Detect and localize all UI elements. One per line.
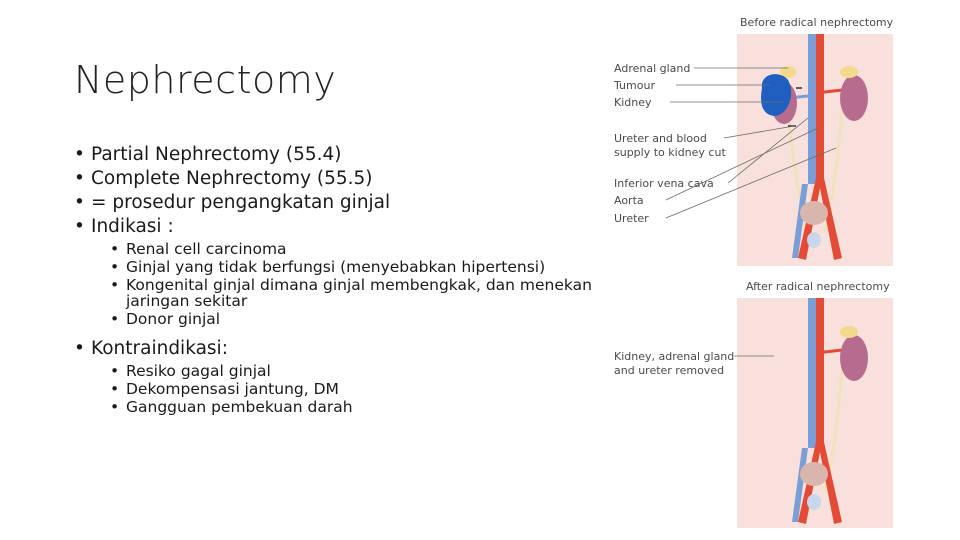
after-right-adrenal bbox=[840, 326, 858, 338]
after-vena-cava bbox=[808, 298, 816, 448]
label-inferior-vena-cava: Inferior vena cava bbox=[614, 177, 714, 190]
label-removed-line2: and ureter removed bbox=[614, 364, 725, 377]
nephrectomy-illustration bbox=[610, 8, 910, 532]
indikasi-item: • Renal cell carcinoma bbox=[110, 241, 594, 257]
kontraindikasi-item: • Resiko gagal ginjal bbox=[110, 363, 594, 379]
label-ureter-cut-line1: Ureter and blood bbox=[614, 132, 707, 145]
kontraindikasi-item: • Dekompensasi jantung, DM bbox=[110, 381, 594, 397]
after-lower-organ bbox=[807, 494, 821, 510]
indikasi-item: • Kongenital ginjal dimana ginjal membengkak, dan menekan jaringan sekitar bbox=[110, 277, 594, 309]
bullet-kontraindikasi bbox=[74, 337, 594, 415]
indikasi-item: • Donor ginjal bbox=[110, 311, 594, 327]
before-right-kidney bbox=[840, 75, 868, 121]
after-bladder bbox=[800, 462, 828, 486]
kontraindikasi-list bbox=[110, 363, 594, 415]
bullet-definition: • = prosedur pengangkatan ginjal bbox=[74, 191, 594, 215]
label-adrenal-gland: Adrenal gland bbox=[614, 62, 691, 75]
label-ureter-cut-line2: supply to kidney cut bbox=[614, 146, 726, 159]
indikasi-list bbox=[110, 241, 594, 327]
after-right-kidney bbox=[840, 335, 868, 381]
after-panel bbox=[614, 280, 893, 528]
slide-content bbox=[74, 143, 594, 417]
label-tumour: Tumour bbox=[614, 79, 655, 92]
before-vena-cava bbox=[808, 34, 816, 184]
before-right-adrenal bbox=[840, 66, 858, 78]
kontraindikasi-item: • Gangguan pembekuan darah bbox=[110, 399, 594, 415]
indikasi-heading: Indikasi : bbox=[91, 216, 174, 237]
main-bullet-list bbox=[74, 143, 594, 415]
indikasi-item: • Ginjal yang tidak berfungsi (menyebabkan hipertensi) bbox=[110, 259, 594, 275]
before-title: Before radical nephrectomy bbox=[740, 16, 894, 29]
kontraindikasi-heading: Kontraindikasi: bbox=[91, 338, 228, 359]
bullet-partial-nephrectomy: • Partial Nephrectomy (55.4) bbox=[74, 143, 594, 167]
label-kidney: Kidney bbox=[614, 96, 652, 109]
bullet-indikasi bbox=[74, 215, 594, 327]
bullet-complete-nephrectomy: • Complete Nephrectomy (55.5) bbox=[74, 167, 594, 191]
before-panel bbox=[613, 16, 894, 266]
label-removed-line1: Kidney, adrenal gland bbox=[614, 350, 735, 363]
label-ureter: Ureter bbox=[614, 212, 649, 225]
slide-title: Nephrectomy bbox=[74, 58, 337, 102]
after-title: After radical nephrectomy bbox=[746, 280, 890, 293]
before-bladder bbox=[800, 201, 828, 225]
label-aorta: Aorta bbox=[614, 194, 644, 207]
before-lower-organ bbox=[807, 232, 821, 248]
